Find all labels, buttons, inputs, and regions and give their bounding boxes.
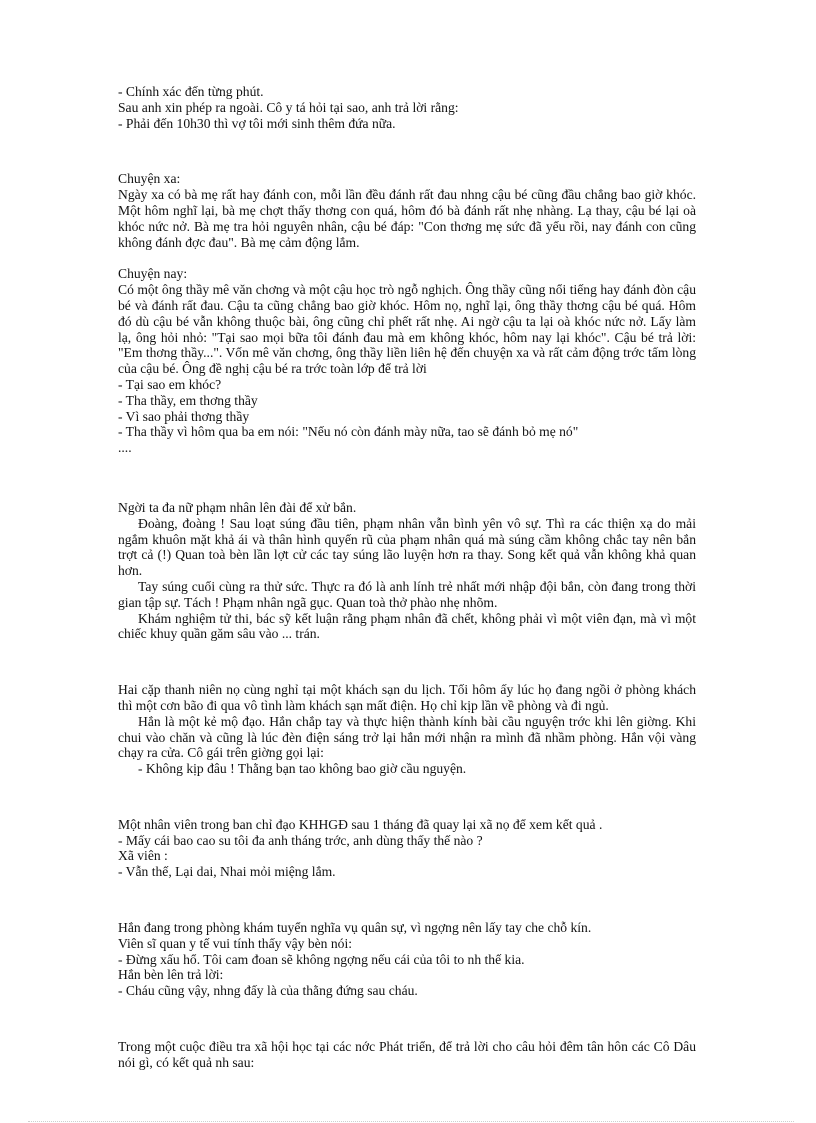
dialogue-line: - Tại sao em khóc? <box>118 376 222 392</box>
paragraph: Ngày xa có bà mẹ rất hay đánh con, mỗi lần đều đánh rất đau nhng cậu bé cũng đầu chẳng bao giờ khóc. Một hôm nghĩ lại, bà mẹ chợt thấy thơng con quá, hôm đó bà đánh rất nhẹ nhàng. Lạ thay, cậu bé lại oà khóc nức nở. Bà mẹ tra hỏi nguyên nhân, cậu bé đáp: "Con thơng mẹ sức đã yếu rồi, nay đánh con cũng không đánh đợc đau". Bà mẹ cảm động lắm. <box>118 187 696 250</box>
text-line: - Phải đến 10h30 thì vợ tôi mới sinh thêm đứa nữa. <box>118 115 396 131</box>
spacer <box>118 999 696 1039</box>
dialogue-line: - Cháu cũng vậy, nhng đấy là của thằng đứng sau cháu. <box>118 983 418 999</box>
paragraph: Hắn đang trong phòng khám tuyển nghĩa vụ quân sự, vì ngợng nên lấy tay che chỗ kín. <box>118 920 592 936</box>
paragraph: Trong một cuộc điều tra xã hội học tại các nớc Phát triển, để trả lời cho câu hỏi đêm tân hôn các Cô Dâu nói gì, có kết quả nh sau: <box>118 1039 696 1070</box>
spacer <box>118 777 696 817</box>
dialogue-line: - Mấy cái bao cao su tôi đa anh tháng trớc, anh dùng thấy thế nào ? <box>118 832 483 848</box>
spacer <box>118 456 696 500</box>
page-bottom-border <box>28 1121 794 1122</box>
paragraph: Khám nghiệm tử thi, bác sỹ kết luận rằng phạm nhân đã chết, không phải vì một viên đạn, mà vì một chiếc khuy quần găm sâu vào ... trán. <box>118 610 696 642</box>
dialogue-line: - Đừng xấu hổ. Tôi cam đoan sẽ không ngợng nếu cái của tôi to nh thế kia. <box>118 951 525 967</box>
text-line: - Chính xác đến từng phút. <box>118 84 264 99</box>
paragraph: Có một ông thầy mê văn chơng và một cậu học trò ngỗ nghịch. Ông thầy cũng nổi tiếng hay đánh đòn cậu bé và đánh rất đau. Cậu ta cũng chẳng bao giờ khóc. Hôm nọ, nghĩ lại, ông thầy thơng cậu bé quá. Hôm đó dù cậu bé vẫn không thuộc bài, ông cũng chỉ phết rất nhẹ. Ai ngờ cậu ta lại oà khóc nức nở. Lấy làm lạ, ông hỏi nhỏ: "Tại sao mọi bữa tôi đánh đau mà em không khóc, hôm nay lại khóc". Cậu bé trả lời: "Em thơng thầy...". Vốn mê văn chơng, ông thầy liền liên hệ đến chuyện xa và rất cảm động trớc tấm lòng của cậu bé. Ông đề nghị cậu bé ra trớc toàn lớp để trả lời <box>118 282 696 377</box>
text-line: Sau anh xin phép ra ngoài. Cô y tá hỏi tại sao, anh trả lời rằng: <box>118 99 459 115</box>
ellipsis-line: .... <box>118 440 132 456</box>
spacer <box>118 880 696 920</box>
story-heading: Chuyện xa: <box>118 171 181 187</box>
spacer <box>118 131 696 171</box>
text-line: Xã viên : <box>118 848 168 864</box>
story-heading: Chuyện nay: <box>118 266 188 282</box>
text-line: Hắn bèn lên trả lời: <box>118 967 224 983</box>
paragraph: Hai cặp thanh niên nọ cùng nghỉ tại một khách sạn du lịch. Tối hôm ấy lúc họ đang ngồi ở phòng khách thì một cơn bão đi qua vô tình làm khách sạn mất điện. Họ chỉ kịp lần về phòng và đi ngủ. <box>118 682 696 713</box>
text-line: Viên sĩ quan y tế vui tính thấy vậy bèn nói: <box>118 935 353 951</box>
dialogue-line: - Tha thầy vì hôm qua ba em nói: "Nếu nó còn đánh mày nữa, tao sẽ đánh bỏ mẹ nó" <box>118 424 579 440</box>
dialogue-line: - Tha thầy, em thơng thầy <box>118 392 258 408</box>
paragraph: Đoàng, đoàng ! Sau loạt súng đầu tiên, phạm nhân vẫn bình yên vô sự. Thì ra các thiện xạ do mải ngắm khuôn mặt khả ái và thân hình quyến rũ của phạm nhân quá mà súng cầm không chắc tay nên bắn trợt cả (!) Quan toà bèn lần lợt cử các tay súng lão luyện hơn ra thay. Song kết quả vẫn không khả quan hơn. <box>118 515 696 579</box>
paragraph: Một nhân viên trong ban chỉ đạo KHHGĐ sau 1 tháng đã quay lại xã nọ để xem kết quả . <box>118 816 603 832</box>
dialogue-line: - Vì sao phải thơng thầy <box>118 408 250 424</box>
dialogue-line: - Vẫn thế, Lại dai, Nhai mỏi miệng lắm. <box>118 864 336 880</box>
paragraph: Ngời ta đa nữ phạm nhân lên đài để xử bắn. <box>118 499 357 515</box>
document-body <box>118 84 696 1071</box>
paragraph: Hắn là một kẻ mộ đạo. Hắn chắp tay và thực hiện thành kính bài cầu nguyện trớc khi lên giờng. Khi chui vào chăn và cũng là lúc đèn điện sáng trở lại hắn mới nhận ra mình đã nhầm phòng. Hắn vội vàng chạy ra cửa. Cô gái trên giờng gọi lại: <box>118 713 696 761</box>
dialogue-line: - Không kịp đâu ! Thằng bạn tao không bao giờ cầu nguyện. <box>138 761 467 777</box>
spacer <box>118 642 696 682</box>
paragraph: Tay súng cuối cùng ra thử sức. Thực ra đó là anh lính trẻ nhất mới nhập đội bắn, còn đang trong thời gian tập sự. Tách ! Phạm nhân ngã gục. Quan toà thở phào nhẹ nhõm. <box>118 578 696 610</box>
spacer <box>118 250 696 266</box>
